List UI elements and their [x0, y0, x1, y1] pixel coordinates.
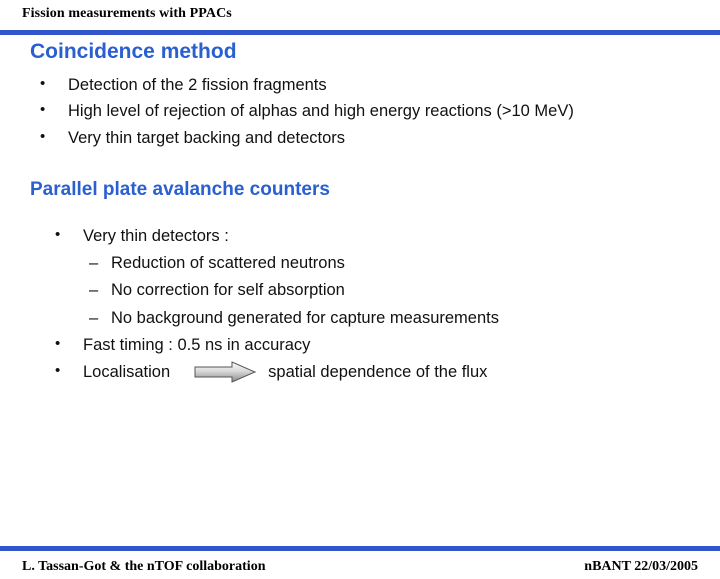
coincidence-method-bullet-list [40, 74, 660, 149]
list-item-label: Detection of the 2 fission fragments [68, 76, 327, 94]
footer-author: L. Tassan-Got & the nTOF collaboration [22, 559, 266, 574]
list-item-label: Fast timing : 0.5 ns in accuracy [83, 335, 311, 354]
list-item-label: Very thin target backing and detectors [68, 128, 346, 147]
list-item [40, 100, 660, 122]
localisation-result: spatial dependence of the flux [268, 363, 488, 382]
list-item [40, 74, 660, 96]
localisation-label: Localisation [83, 363, 171, 382]
section-spacer [0, 201, 720, 219]
slide-body [0, 40, 720, 388]
dash-icon: – [89, 308, 99, 327]
sub-list-item-label: No correction for self absorption [111, 281, 345, 300]
footer-divider [0, 546, 720, 551]
sub-list-item [89, 279, 675, 301]
sub-list-item [89, 252, 675, 274]
sub-list [89, 252, 675, 329]
footer-event: nBANT 22/03/2005 [584, 559, 698, 574]
sub-list-item-label: Reduction of scattered neutrons [111, 254, 345, 273]
section-heading-coincidence-method: Coincidence method [30, 40, 237, 63]
bullet-icon: • [40, 75, 46, 92]
ppac-bullet-list [55, 225, 675, 384]
header-divider [0, 30, 720, 35]
list-item [55, 334, 675, 356]
dash-icon: – [89, 254, 99, 273]
bullet-icon: • [55, 334, 61, 352]
list-item-label: High level of rejection of alphas and high energy reactions (>10 MeV) [68, 102, 574, 121]
section-spacer [0, 153, 720, 179]
list-item-localisation [55, 361, 675, 383]
header-title: Fission measurements with PPACs [22, 6, 232, 21]
sub-list-item-label: No background generated for capture measurements [111, 308, 499, 327]
list-item-label: Very thin detectors : [83, 226, 229, 245]
section-heading-ppac: Parallel plate avalanche counters [30, 178, 330, 200]
bullet-icon: • [40, 127, 46, 145]
bullet-icon: • [55, 362, 61, 380]
list-item [40, 127, 660, 149]
bullet-icon: • [55, 225, 61, 243]
bullet-icon: • [40, 101, 46, 119]
list-item [55, 225, 675, 329]
sub-list-item [89, 307, 675, 329]
right-arrow-icon [194, 361, 256, 383]
dash-icon: – [89, 281, 99, 300]
